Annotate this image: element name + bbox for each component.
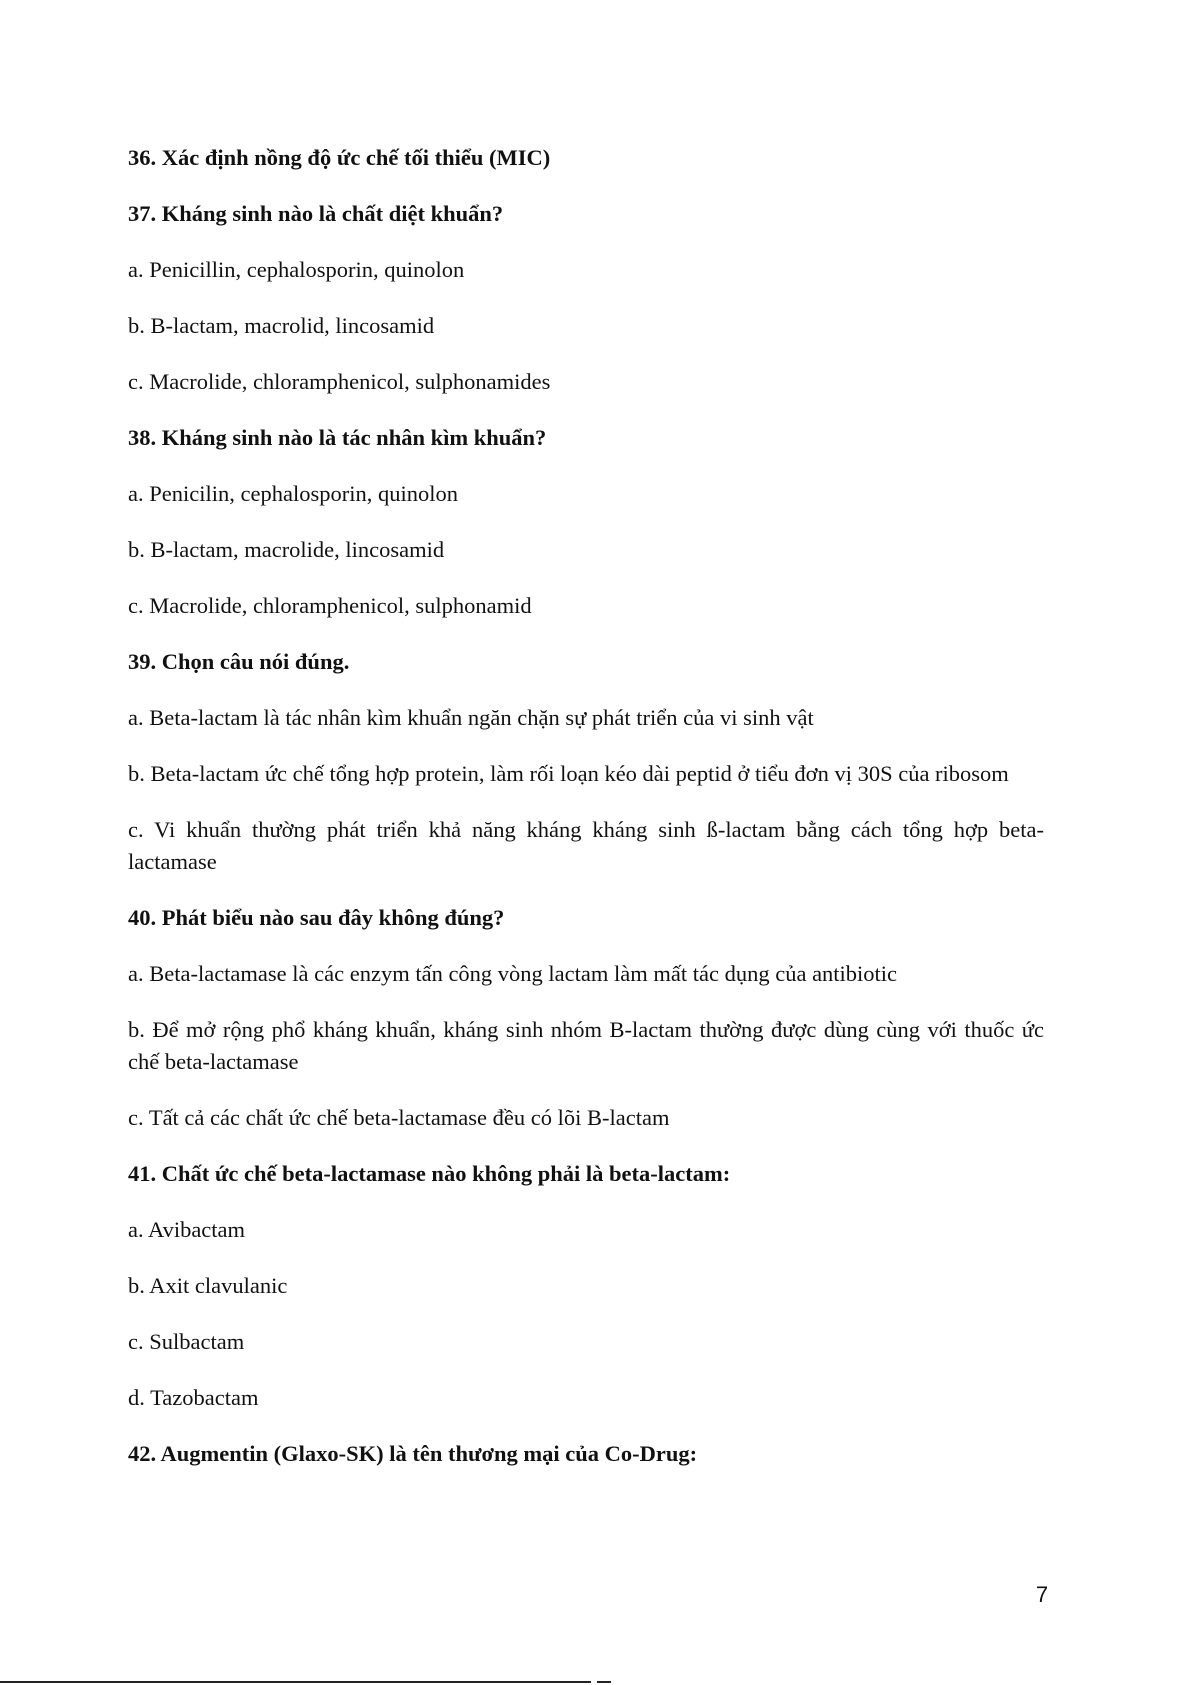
page-content bbox=[128, 142, 1044, 1494]
question-41-option-d: d. Tazobactam bbox=[128, 1385, 259, 1410]
question-40-option-b: b. Để mở rộng phổ kháng khuẩn, kháng sinh nhóm B-lactam thường được dùng cùng với thuốc ức chế beta-lactamase bbox=[128, 1017, 1044, 1074]
question-39-option-b: b. Beta-lactam ức chế tổng hợp protein, làm rối loạn kéo dài peptid ở tiểu đơn vị 30S của ribosom bbox=[128, 761, 1009, 786]
question-38-option-c: c. Macrolide, chloramphenicol, sulphonamid bbox=[128, 593, 532, 618]
question-39-option-a: a. Beta-lactam là tác nhân kìm khuẩn ngăn chặn sự phát triển của vi sinh vật bbox=[128, 705, 814, 730]
question-37-option-c: c. Macrolide, chloramphenicol, sulphonamides bbox=[128, 369, 551, 394]
question-39-option-c: c. Vi khuẩn thường phát triển khả năng kháng kháng sinh ß-lactam bằng cách tổng hợp beta-lactamase bbox=[128, 817, 1044, 874]
question-37: 37. Kháng sinh nào là chất diệt khuẩn? bbox=[128, 201, 504, 226]
bottom-divider bbox=[0, 1681, 591, 1683]
question-37-option-b: b. B-lactam, macrolid, lincosamid bbox=[128, 313, 435, 338]
question-41-option-c: c. Sulbactam bbox=[128, 1329, 245, 1354]
question-37-option-a: a. Penicillin, cephalosporin, quinolon bbox=[128, 257, 465, 282]
question-40-option-c: c. Tất cả các chất ức chế beta-lactamase đều có lõi B-lactam bbox=[128, 1105, 670, 1130]
page-number: 7 bbox=[1035, 1582, 1049, 1607]
question-38: 38. Kháng sinh nào là tác nhân kìm khuẩn? bbox=[128, 425, 547, 450]
question-42: 42. Augmentin (Glaxo-SK) là tên thương mại của Co-Drug: bbox=[128, 1441, 698, 1466]
question-41-option-b: b. Axit clavulanic bbox=[128, 1273, 288, 1298]
question-41-option-a: a. Avibactam bbox=[128, 1217, 246, 1242]
bottom-divider-tail bbox=[597, 1681, 611, 1683]
question-38-option-b: b. B-lactam, macrolide, lincosamid bbox=[128, 537, 445, 562]
question-39: 39. Chọn câu nói đúng. bbox=[128, 649, 350, 674]
question-38-option-a: a. Penicilin, cephalosporin, quinolon bbox=[128, 481, 458, 506]
question-40-option-a: a. Beta-lactamase là các enzym tấn công vòng lactam làm mất tác dụng của antibiotic bbox=[128, 961, 898, 986]
question-40: 40. Phát biểu nào sau đây không đúng? bbox=[128, 905, 505, 930]
question-41: 41. Chất ức chế beta-lactamase nào không phải là beta-lactam: bbox=[128, 1161, 731, 1186]
question-36: 36. Xác định nồng độ ức chế tối thiểu (MIC) bbox=[128, 145, 551, 170]
